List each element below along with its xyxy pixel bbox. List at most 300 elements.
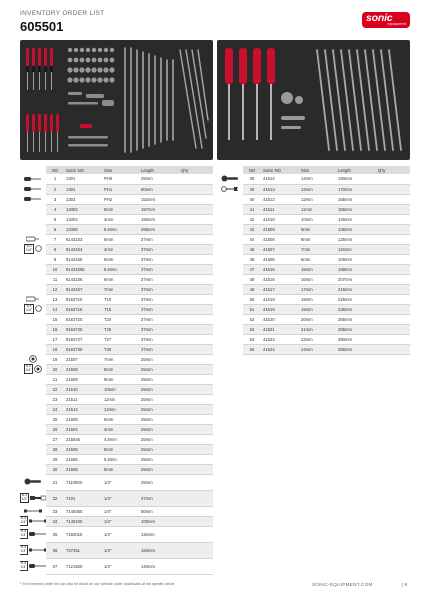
row-number: 7 bbox=[46, 234, 64, 244]
row-sonic-no: 21512 bbox=[64, 404, 102, 414]
row-size: PH1 bbox=[102, 184, 139, 194]
row-number: 52 bbox=[243, 314, 261, 324]
row-size: 5.5mm bbox=[102, 264, 139, 274]
row-length: 25mm bbox=[139, 444, 179, 454]
row-icon-cell bbox=[20, 214, 46, 224]
footer-page-number bbox=[402, 582, 407, 587]
row-number: 26 bbox=[46, 424, 64, 434]
row-length: 37mm bbox=[139, 304, 179, 314]
row-number: 10 bbox=[46, 264, 64, 274]
row-size: T30 bbox=[102, 344, 139, 354]
row-icon-cell bbox=[20, 234, 46, 244]
row-sonic-no: 7110003 bbox=[64, 474, 102, 490]
row-length: 157mm bbox=[139, 204, 179, 214]
row-size: 9mm bbox=[102, 374, 139, 384]
row-sonic-no: 41520 bbox=[261, 314, 299, 324]
row-sonic-no: 21508 bbox=[64, 364, 102, 374]
table-row bbox=[20, 384, 213, 394]
row-icon-group bbox=[20, 176, 46, 183]
row-icon-cell bbox=[20, 404, 46, 414]
row-length: 115mm bbox=[336, 244, 376, 254]
inventory-table-right-body bbox=[217, 174, 410, 354]
table-row bbox=[217, 194, 410, 204]
row-size: 5.5mm bbox=[102, 224, 139, 234]
row-size: 1/4" bbox=[102, 558, 139, 574]
row-icon-cell bbox=[20, 424, 46, 434]
col-header-qty: Q'ty bbox=[179, 166, 213, 174]
ratchet-icon bbox=[221, 178, 239, 183]
table-row bbox=[20, 244, 213, 254]
table-row bbox=[217, 244, 410, 254]
row-icon-cell bbox=[217, 304, 243, 314]
row-size: 24mm bbox=[299, 344, 336, 354]
row-sonic-no: 7140050 bbox=[64, 506, 102, 516]
row-icon-group bbox=[20, 236, 46, 243]
row-length: 285mm bbox=[336, 344, 376, 354]
footer-note: * The inventory order list can also be found on our website under downloads at the specific article bbox=[20, 582, 175, 586]
table-row bbox=[20, 444, 213, 454]
table-row bbox=[20, 174, 213, 184]
row-size: 8mm bbox=[299, 234, 336, 244]
row-length: 207mm bbox=[336, 274, 376, 284]
row-icon-cell bbox=[20, 324, 46, 334]
row-qty bbox=[376, 334, 410, 344]
row-icon-cell bbox=[20, 526, 46, 542]
row-qty bbox=[179, 464, 213, 474]
table-row bbox=[20, 394, 213, 404]
doc-subtitle: INVENTORY ORDER LIST bbox=[20, 10, 105, 17]
logo-tagline: equipment bbox=[387, 22, 406, 26]
row-qty bbox=[376, 324, 410, 334]
col-header-length: Length bbox=[139, 166, 179, 174]
table-row bbox=[20, 374, 213, 384]
row-qty bbox=[179, 454, 213, 464]
row-number: 48 bbox=[243, 274, 261, 284]
screwdriver-icon bbox=[24, 196, 42, 203]
table-row bbox=[20, 234, 213, 244]
bit-holder-icon bbox=[26, 236, 40, 243]
extension-icon bbox=[29, 548, 46, 553]
row-length: 25mm bbox=[139, 474, 179, 490]
bit-holder-icon bbox=[26, 296, 40, 303]
row-number: 21 bbox=[46, 374, 64, 384]
row-number: 33 bbox=[46, 506, 64, 516]
row-qty bbox=[376, 234, 410, 244]
hex-drive-badge: 6.3 1/4" bbox=[26, 304, 32, 312]
table-row bbox=[20, 542, 213, 558]
row-size: 5mm bbox=[102, 204, 139, 214]
row-qty bbox=[179, 444, 213, 454]
table-row bbox=[217, 254, 410, 264]
row-qty bbox=[179, 384, 213, 394]
row-icon-group bbox=[20, 545, 46, 554]
table-row bbox=[217, 184, 410, 194]
row-number: 11 bbox=[46, 274, 64, 284]
row-length: 280mm bbox=[336, 334, 376, 344]
row-icon-cell bbox=[20, 224, 46, 234]
inventory-table-right bbox=[217, 166, 410, 355]
icon-header-cell bbox=[217, 166, 243, 174]
row-icon-cell bbox=[20, 184, 46, 194]
row-number: 44 bbox=[243, 234, 261, 244]
row-qty bbox=[376, 304, 410, 314]
row-number: 23 bbox=[46, 394, 64, 404]
row-sonic-no: 21505 bbox=[64, 414, 102, 424]
row-size: T20 bbox=[102, 314, 139, 324]
row-length: 37mm bbox=[139, 254, 179, 264]
row-qty bbox=[376, 264, 410, 274]
row-icon-group bbox=[20, 529, 46, 538]
col-header-size: Size bbox=[102, 166, 139, 174]
extension-icon bbox=[29, 519, 46, 524]
row-sonic-no: 41521 bbox=[261, 324, 299, 334]
row-sonic-no: 41517 bbox=[261, 284, 299, 294]
table-row bbox=[20, 516, 213, 526]
row-sonic-no: 8143106 bbox=[64, 274, 102, 284]
row-qty bbox=[179, 294, 213, 304]
row-qty bbox=[376, 254, 410, 264]
row-number: 16 bbox=[46, 324, 64, 334]
row-size: 10mm bbox=[299, 214, 336, 224]
row-qty bbox=[179, 506, 213, 516]
row-qty bbox=[179, 516, 213, 526]
row-size: 13mm bbox=[299, 184, 336, 194]
sonic-logo bbox=[362, 12, 410, 28]
row-size: 6mm bbox=[299, 254, 336, 264]
row-icon-group bbox=[20, 364, 46, 373]
row-length: 108mm bbox=[336, 254, 376, 264]
row-icon-cell bbox=[217, 174, 243, 184]
socket-icon bbox=[34, 365, 42, 374]
row-number: 25 bbox=[46, 414, 64, 424]
row-sonic-no: 1301 bbox=[64, 184, 102, 194]
table-row bbox=[20, 364, 213, 374]
row-number: 34 bbox=[46, 516, 64, 526]
row-length: 140mm bbox=[139, 558, 179, 574]
col-header-no: NO bbox=[46, 166, 64, 174]
table-row bbox=[20, 558, 213, 574]
tray-right-photo bbox=[217, 40, 410, 160]
row-qty bbox=[179, 324, 213, 334]
row-length: 37mm bbox=[139, 324, 179, 334]
row-length: 37mm bbox=[139, 274, 179, 284]
table-row bbox=[20, 526, 213, 542]
row-icon-cell bbox=[217, 324, 243, 334]
wrench-icon bbox=[221, 188, 239, 193]
table-row bbox=[217, 224, 410, 234]
row-length: 37mm bbox=[139, 490, 179, 506]
spinner-handle-icon bbox=[29, 531, 46, 538]
row-size: 5.5mm bbox=[102, 454, 139, 464]
row-length: 25mm bbox=[139, 404, 179, 414]
row-qty bbox=[179, 304, 213, 314]
row-size: 22mm bbox=[299, 334, 336, 344]
row-sonic-no: 13304 bbox=[64, 214, 102, 224]
row-size: 1/4" bbox=[102, 506, 139, 516]
table-row bbox=[20, 344, 213, 354]
row-length: 165mm bbox=[336, 194, 376, 204]
row-length: 37mm bbox=[139, 234, 179, 244]
row-length: 215mm bbox=[336, 284, 376, 294]
row-length: 25mm bbox=[139, 414, 179, 424]
table-row bbox=[217, 324, 410, 334]
row-icon-cell bbox=[217, 264, 243, 274]
row-size: 4mm bbox=[102, 244, 139, 254]
row-number: 39 bbox=[243, 184, 261, 194]
row-length: 25mm bbox=[139, 454, 179, 464]
row-qty bbox=[376, 344, 410, 354]
row-sonic-no: 41506 bbox=[261, 254, 299, 264]
row-sonic-no: 41524 bbox=[261, 344, 299, 354]
row-number: 3 bbox=[46, 194, 64, 204]
row-icon-cell bbox=[20, 464, 46, 474]
row-icon-cell bbox=[20, 354, 46, 364]
row-qty bbox=[179, 244, 213, 254]
row-number: 22 bbox=[46, 384, 64, 394]
row-number: 28 bbox=[46, 444, 64, 454]
table-row bbox=[217, 214, 410, 224]
row-sonic-no: 727451 bbox=[64, 542, 102, 558]
row-length: 265mm bbox=[336, 324, 376, 334]
row-number: 5 bbox=[46, 214, 64, 224]
doc-title: 605501 bbox=[20, 19, 64, 34]
table-row bbox=[20, 264, 213, 274]
row-size: 5mm bbox=[102, 254, 139, 264]
row-icon-cell bbox=[20, 364, 46, 374]
row-sonic-no: 7150015 bbox=[64, 526, 102, 542]
row-icon-cell bbox=[20, 244, 46, 254]
footer-website-link[interactable]: SONIC-EQUIPMENT.COM bbox=[312, 582, 373, 587]
row-qty bbox=[179, 334, 213, 344]
row-size: T15 bbox=[102, 304, 139, 314]
row-sonic-no: 8143105 bbox=[64, 254, 102, 264]
row-icon-group bbox=[20, 196, 46, 203]
row-icon-group bbox=[20, 509, 46, 514]
row-icon-cell bbox=[217, 224, 243, 234]
row-qty bbox=[376, 204, 410, 214]
row-length: 37mm bbox=[139, 284, 179, 294]
row-number: 27 bbox=[46, 434, 64, 444]
row-size: 12mm bbox=[299, 194, 336, 204]
row-qty bbox=[376, 184, 410, 194]
row-sonic-no: 81431055 bbox=[64, 264, 102, 274]
hex-drive-badge: 6.3 1/4" bbox=[25, 364, 32, 372]
hex-drive-badge: 6.3 1/4" bbox=[26, 244, 32, 252]
row-qty bbox=[179, 526, 213, 542]
row-number: 1 bbox=[46, 174, 64, 184]
row-size: 11mm bbox=[102, 394, 139, 404]
hex-drive-badge: 6.3 1/4" bbox=[20, 516, 27, 524]
table-row bbox=[20, 314, 213, 324]
row-sonic-no: 8143107 bbox=[64, 284, 102, 294]
row-number: 31 bbox=[46, 474, 64, 490]
row-size: 5mm bbox=[102, 414, 139, 424]
row-icon-group bbox=[20, 296, 46, 303]
ratchet-icon bbox=[24, 478, 42, 486]
row-icon-cell bbox=[20, 490, 46, 506]
row-qty bbox=[179, 234, 213, 244]
table-row bbox=[217, 344, 410, 354]
row-size: 19mm bbox=[299, 304, 336, 314]
row-sonic-no: 7121500 bbox=[64, 558, 102, 574]
table-row bbox=[20, 324, 213, 334]
table-row bbox=[217, 334, 410, 344]
row-icon-cell bbox=[217, 284, 243, 294]
row-length: 37mm bbox=[139, 334, 179, 344]
row-sonic-no: 21504 bbox=[64, 424, 102, 434]
row-length: 198mm bbox=[336, 264, 376, 274]
row-icon-cell bbox=[20, 294, 46, 304]
row-number: 37 bbox=[46, 558, 64, 574]
table-row bbox=[217, 174, 410, 184]
row-size: T25 bbox=[102, 324, 139, 334]
row-icon-cell bbox=[217, 314, 243, 324]
row-icon-group bbox=[20, 304, 46, 313]
row-qty bbox=[179, 558, 213, 574]
row-sonic-no: 13365 bbox=[64, 224, 102, 234]
row-icon-cell bbox=[20, 204, 46, 214]
row-number: 54 bbox=[243, 334, 261, 344]
row-icon-cell bbox=[20, 516, 46, 526]
row-icon-cell bbox=[217, 194, 243, 204]
row-icon-cell bbox=[20, 334, 46, 344]
row-size: T27 bbox=[102, 334, 139, 344]
row-sonic-no: 41516 bbox=[261, 274, 299, 284]
row-number: 50 bbox=[243, 294, 261, 304]
row-number: 12 bbox=[46, 284, 64, 294]
row-icon-group bbox=[20, 493, 46, 502]
row-length: 37mm bbox=[139, 244, 179, 254]
row-length: 125mm bbox=[336, 234, 376, 244]
row-size: 6mm bbox=[102, 464, 139, 474]
row-icon-cell bbox=[20, 264, 46, 274]
row-length: 80mm bbox=[139, 184, 179, 194]
table-row bbox=[217, 304, 410, 314]
row-number: 38 bbox=[243, 174, 261, 184]
row-icon-cell bbox=[20, 542, 46, 558]
row-icon-cell bbox=[20, 344, 46, 354]
row-icon-cell bbox=[20, 434, 46, 444]
table-row bbox=[20, 284, 213, 294]
spinner-handle-icon bbox=[29, 563, 46, 570]
row-sonic-no: 21506 bbox=[64, 464, 102, 474]
row-sonic-no: 41519 bbox=[261, 304, 299, 314]
row-qty bbox=[376, 274, 410, 284]
row-qty bbox=[179, 254, 213, 264]
hex-drive-badge: 6.3 1/4" bbox=[20, 545, 27, 553]
page-number: 9 bbox=[404, 582, 408, 587]
row-length: 135mm bbox=[336, 224, 376, 234]
table-row bbox=[20, 454, 213, 464]
row-number: 18 bbox=[46, 344, 64, 354]
row-icon-cell bbox=[20, 506, 46, 516]
inventory-table-left bbox=[20, 166, 213, 575]
row-length: 150mm bbox=[139, 542, 179, 558]
row-qty bbox=[376, 224, 410, 234]
table-row bbox=[20, 214, 213, 224]
row-size: 17mm bbox=[299, 284, 336, 294]
row-qty bbox=[179, 374, 213, 384]
row-size: 4mm bbox=[102, 214, 139, 224]
row-number: 43 bbox=[243, 224, 261, 234]
row-length: 115mm bbox=[139, 526, 179, 542]
tray-left-image bbox=[20, 40, 213, 160]
row-size: PH0 bbox=[102, 174, 139, 184]
row-qty bbox=[376, 314, 410, 324]
hex-drive-badge: 6.3 1/4" bbox=[20, 561, 27, 569]
table-row bbox=[217, 204, 410, 214]
row-number: 17 bbox=[46, 334, 64, 344]
bit-icon bbox=[35, 245, 42, 253]
row-sonic-no: 21555 bbox=[64, 454, 102, 464]
logo-wordmark: sonic bbox=[366, 12, 393, 24]
row-qty bbox=[179, 474, 213, 490]
table-row bbox=[217, 284, 410, 294]
row-size: 4.5mm bbox=[102, 434, 139, 444]
row-icon-group bbox=[20, 186, 46, 193]
row-length: 152mm bbox=[139, 194, 179, 204]
row-qty bbox=[179, 414, 213, 424]
table-row bbox=[217, 264, 410, 274]
table-row bbox=[20, 474, 213, 490]
row-length: 25mm bbox=[139, 384, 179, 394]
row-qty bbox=[179, 354, 213, 364]
table-row bbox=[20, 354, 213, 364]
row-qty bbox=[179, 314, 213, 324]
row-size: 7mm bbox=[102, 284, 139, 294]
table-row bbox=[217, 294, 410, 304]
row-size: 5mm bbox=[102, 234, 139, 244]
row-size: 12mm bbox=[102, 404, 139, 414]
row-length: 170mm bbox=[336, 184, 376, 194]
row-icon-group bbox=[20, 244, 46, 253]
row-number: 2 bbox=[46, 184, 64, 194]
row-icon-group bbox=[20, 561, 46, 570]
row-number: 24 bbox=[46, 404, 64, 414]
socket-icon bbox=[29, 355, 37, 364]
footer-separator: | bbox=[402, 582, 404, 587]
row-size: 20mm bbox=[299, 314, 336, 324]
row-size: 16mm bbox=[299, 274, 336, 284]
row-qty bbox=[179, 424, 213, 434]
inventory-table-left-body bbox=[20, 174, 213, 574]
row-number: 8 bbox=[46, 244, 64, 254]
row-sonic-no: 41511 bbox=[261, 204, 299, 214]
row-icon-cell bbox=[217, 334, 243, 344]
col-header-no: NO bbox=[243, 166, 261, 174]
row-icon-cell bbox=[20, 444, 46, 454]
row-size: 18mm bbox=[299, 294, 336, 304]
table-row bbox=[20, 194, 213, 204]
col-header-size: Size bbox=[299, 166, 336, 174]
row-size: 1/4" bbox=[102, 474, 139, 490]
row-size: T10 bbox=[102, 294, 139, 304]
row-length: 37mm bbox=[139, 294, 179, 304]
table-row bbox=[20, 184, 213, 194]
row-sonic-no: 41509 bbox=[261, 224, 299, 234]
row-sonic-no: 8143103 bbox=[64, 234, 102, 244]
row-sonic-no: 8163710 bbox=[64, 294, 102, 304]
row-number: 4 bbox=[46, 204, 64, 214]
row-qty bbox=[179, 224, 213, 234]
row-sonic-no: 41510 bbox=[261, 214, 299, 224]
row-icon-cell bbox=[217, 244, 243, 254]
row-length: 25mm bbox=[139, 424, 179, 434]
row-icon-group bbox=[20, 478, 46, 486]
row-size: 9mm bbox=[299, 224, 336, 234]
row-number: 15 bbox=[46, 314, 64, 324]
row-icon-cell bbox=[20, 558, 46, 574]
